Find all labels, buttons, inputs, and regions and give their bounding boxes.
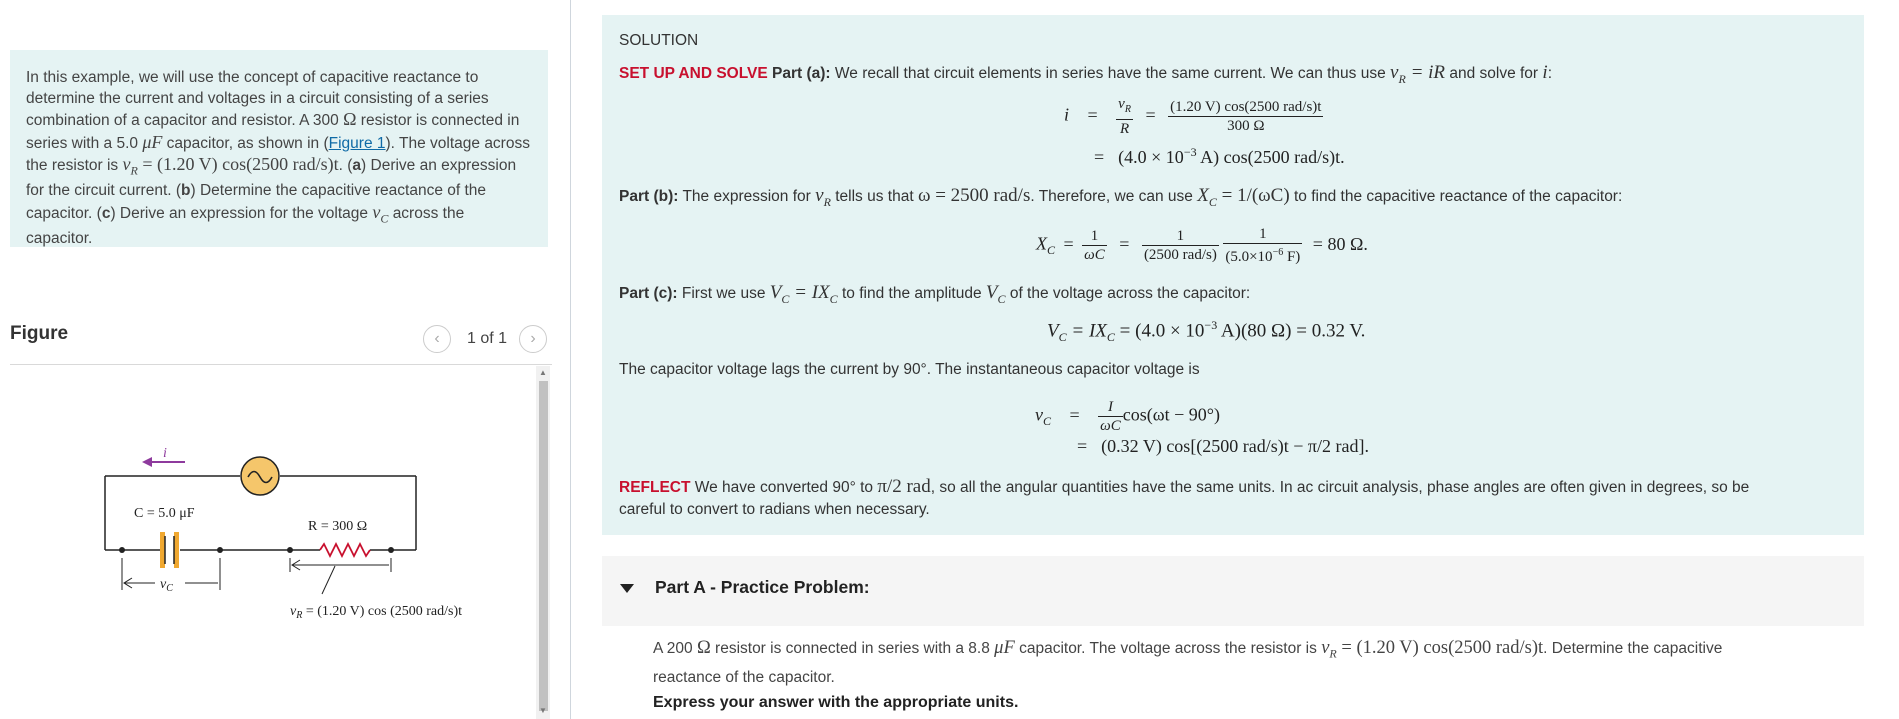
denominator: ωC <box>1100 418 1121 434</box>
denominator: 300 Ω <box>1227 118 1265 134</box>
equals: = <box>1077 436 1088 456</box>
reflect-body: We have converted 90° to <box>694 479 874 496</box>
part-b-body: tells us that <box>835 188 914 205</box>
part-a-text <box>619 62 1552 90</box>
part-letter: c <box>101 204 111 222</box>
math-sub: C <box>1208 194 1217 209</box>
left-pane <box>0 0 571 719</box>
fraction <box>1142 227 1219 264</box>
math-sub: C <box>1058 330 1067 345</box>
vr-label: $v_R = (1.20$ V) cos (2500 rad/s)t <box>290 604 462 621</box>
equation-a2 <box>1094 145 1345 168</box>
figure-scrollbar[interactable] <box>536 366 550 719</box>
reflect-text <box>619 476 1749 499</box>
exponent: −6 <box>1272 247 1284 258</box>
current-label: i <box>163 446 167 461</box>
figure-header <box>10 320 552 365</box>
math-sub: C <box>997 291 1006 306</box>
ohm-symbol: Ω <box>343 109 357 129</box>
math-v: v <box>1118 96 1125 112</box>
math-sub: C <box>1043 414 1052 429</box>
math-expression: A) cos(2500 rad/s)t. <box>1196 147 1345 167</box>
math-expression: = 1/(ωC) <box>1216 185 1290 206</box>
denominator: ωC <box>1084 247 1105 263</box>
equation-b <box>1036 225 1368 266</box>
question-text: reactance of the capacitor. <box>653 668 835 686</box>
denominator: (2500 rad/s) <box>1143 247 1217 263</box>
figure-1-link[interactable]: Figure 1 <box>328 134 386 152</box>
figure-title: Figure <box>10 323 69 344</box>
part-letter: b <box>181 182 191 200</box>
equation-a1 <box>1064 95 1323 138</box>
math-V: V <box>1047 320 1059 342</box>
ac-source-icon <box>241 457 279 495</box>
math-expression: cos(ωt − 90°) <box>1122 404 1220 425</box>
question-text: resistor is connected in series with a 8.8 <box>715 640 990 657</box>
math-expression: = (1.20 V) cos(2500 rad/s)t <box>1336 638 1544 658</box>
unit-microfarad: μF <box>994 638 1015 658</box>
ohm-symbol: Ω <box>696 638 711 658</box>
math-R: R <box>1119 121 1130 137</box>
prev-figure-button[interactable] <box>423 325 451 353</box>
math-expression: = (4.0 × 10 <box>1114 320 1205 342</box>
reflect-body: , so all the angular quantities have the same units. In ac circuit analysis, phase angles are often given in degrees, so be <box>930 479 1750 496</box>
fraction <box>1168 98 1323 135</box>
part-letter: a <box>352 157 362 174</box>
fraction <box>1082 227 1107 264</box>
equals: = <box>1069 404 1080 425</box>
intro-text: . ( <box>338 157 353 174</box>
equation-d2 <box>1077 436 1369 457</box>
math-expression: = 80 Ω. <box>1312 233 1368 254</box>
part-b-text <box>619 185 1622 213</box>
fraction <box>1098 398 1123 435</box>
math-expression: (0.32 V) cos[(2500 rad/s)t − π/2 rad]. <box>1101 436 1370 456</box>
part-c-label: Part (c): <box>619 285 678 302</box>
fraction <box>1116 95 1133 138</box>
part-b-label: Part (b): <box>619 188 679 205</box>
next-figure-button[interactable] <box>519 325 547 353</box>
math-v: v <box>1390 62 1399 83</box>
circuit-diagram <box>90 440 470 630</box>
math-i: i <box>1064 104 1070 125</box>
part-c-text <box>619 282 1250 310</box>
denominator: (5.0×10 <box>1225 249 1273 265</box>
equation-c <box>1047 318 1365 345</box>
math-expression: (4.0 × 10 <box>1118 147 1184 167</box>
question-text: A 200 <box>653 640 693 657</box>
math-expression: = iR <box>1405 62 1446 83</box>
capacitor-label: C = 5.0 μF <box>134 506 195 521</box>
scroll-down-arrow-icon[interactable]: ▼ <box>539 706 547 715</box>
equals: = <box>1063 233 1074 254</box>
capacitor-icon <box>160 532 179 568</box>
math-sub: C <box>1106 330 1115 345</box>
math-sub: R <box>1398 71 1406 86</box>
resistor-label: R = 300 Ω <box>308 519 368 534</box>
scroll-up-arrow-icon[interactable]: ▲ <box>539 368 547 377</box>
figure-count: 1 of 1 <box>467 330 508 347</box>
math-sub: R <box>130 163 138 178</box>
math-expression: = IX <box>1066 320 1107 342</box>
part-a-header[interactable] <box>602 556 1864 626</box>
numerator: 1 <box>1223 225 1302 244</box>
chevron-right-icon: › <box>530 330 536 347</box>
part-a-body: and solve for <box>1449 65 1539 82</box>
colon: : <box>1547 65 1552 82</box>
math-X: X <box>1197 185 1209 206</box>
math-v: v <box>1035 404 1043 425</box>
intro-text: ) Determine the capacitive reactance of the capacitor. ( <box>26 182 487 222</box>
express-instruction: Express your answer with the appropriate units. <box>653 694 1019 711</box>
equals: = <box>1094 147 1105 167</box>
question-text: capacitor. The voltage across the resistor is <box>1019 640 1317 657</box>
math-sub: R <box>1329 646 1337 661</box>
math-expression: π/2 rad <box>877 476 931 497</box>
math-sub: C <box>1047 243 1056 258</box>
lag-text: The capacitor voltage lags the current by 90°. The instantaneous capacitor voltage is <box>619 361 1200 378</box>
math-sub: C <box>829 291 838 306</box>
math-expression: = IX <box>789 282 830 303</box>
math-V: V <box>985 282 998 303</box>
math-sub: C <box>380 211 389 226</box>
chevron-left-icon: ‹ <box>434 330 440 347</box>
numerator: (1.20 V) cos(2500 rad/s)t <box>1170 99 1322 115</box>
denominator: F) <box>1283 249 1301 265</box>
equation-d1 <box>1035 398 1220 435</box>
math-v: v <box>372 201 381 222</box>
practice-question <box>653 637 1833 689</box>
part-b-body: to find the capacitive reactance of the capacitor: <box>1294 188 1623 205</box>
scroll-thumb[interactable] <box>539 381 548 711</box>
intro-text: resistor is connected in series with a 5.0 <box>26 112 520 152</box>
math-X: X <box>1036 233 1047 254</box>
solution-heading: SOLUTION <box>619 32 699 49</box>
example-intro <box>10 50 548 247</box>
equals: = <box>1119 233 1130 254</box>
equals: = <box>1145 104 1156 125</box>
numerator: I <box>1098 398 1123 417</box>
intro-text: across the capacitor. <box>26 204 465 247</box>
math-v: v <box>1321 638 1330 658</box>
math-expression: A)(80 Ω) = 0.32 V. <box>1217 320 1366 342</box>
exponent: −3 <box>1183 145 1197 159</box>
part-a-title: Part A - Practice Problem: <box>655 577 870 597</box>
intro-text: ) Derive an expression for the voltage <box>110 204 369 222</box>
reflect-label: REFLECT <box>619 479 691 496</box>
fraction <box>1223 225 1302 266</box>
math-v: v <box>122 154 131 174</box>
math-v: v <box>815 185 824 206</box>
math-sub: R <box>823 194 831 209</box>
intro-text: capacitor, as shown in ( <box>166 134 329 152</box>
intro-text: ) Derive an expression for the circuit current. ( <box>26 157 517 200</box>
equals: = <box>1087 104 1098 125</box>
part-c-body: First we use <box>681 285 766 302</box>
part-b-body: The expression for <box>682 188 811 205</box>
solution-panel <box>602 15 1864 535</box>
part-c-body: to find the amplitude <box>841 285 982 302</box>
reflect-text-2: careful to convert to radians when necessary. <box>619 501 930 518</box>
intro-text: ). The voltage across the resistor is <box>26 134 530 174</box>
math-V: V <box>769 282 782 303</box>
math-sub: R <box>1124 104 1131 115</box>
caret-down-icon[interactable] <box>620 584 634 593</box>
resistor-icon <box>320 544 370 556</box>
part-a-label: Part (a): <box>772 65 831 82</box>
part-b-body: . Therefore, we can use <box>1030 188 1193 205</box>
setup-label: SET UP AND SOLVE <box>619 65 768 82</box>
math-expression: ω = 2500 rad/s <box>917 185 1031 206</box>
vc-label: $v_C$ <box>160 577 173 594</box>
math-i: i <box>1542 62 1548 83</box>
part-a-body: We recall that circuit elements in series have the same current. We can thus use <box>834 65 1386 82</box>
exponent: −3 <box>1204 318 1218 332</box>
intro-text: In this example, we will use the concept of capacitive reactance to determine the current and voltages in a circuit consisting of a series combination of a capacitor and resistor. A 300 <box>26 69 489 129</box>
numerator: 1 <box>1142 227 1219 246</box>
math-sub: C <box>781 291 790 306</box>
numerator: 1 <box>1082 227 1107 246</box>
question-text: . Determine the capacitive <box>1543 640 1723 657</box>
part-c-body: of the voltage across the capacitor: <box>1009 285 1251 302</box>
math-expression: = (1.20 V) cos(2500 rad/s)t <box>142 154 339 174</box>
unit-microfarad: μF <box>142 131 163 152</box>
